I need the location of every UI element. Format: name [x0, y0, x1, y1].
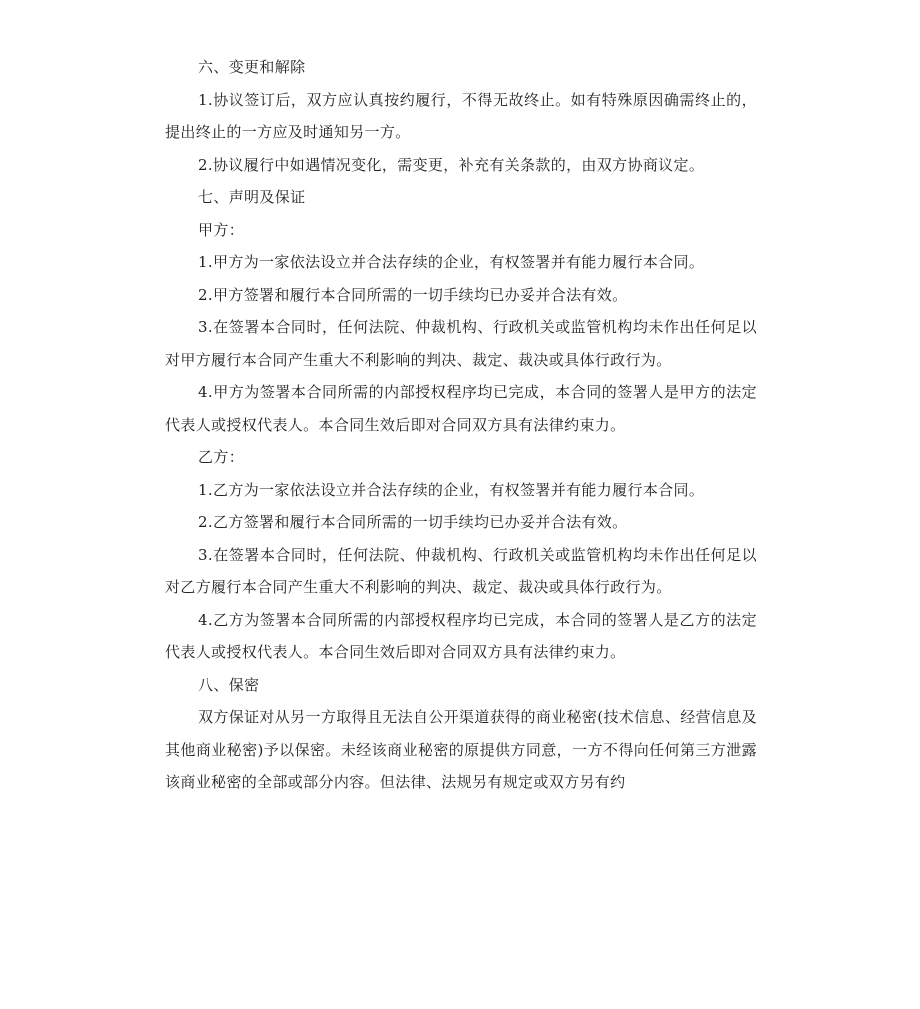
party-a-clause-4: 4.甲方为签署本合同所需的内部授权程序均已完成，本合同的签署人是甲方的法定代表人或授权代表人。本合同生效后即对合同双方具有法律约束力。	[165, 383, 757, 434]
party-b-clause-1: 1.乙方为一家依法设立并合法存续的企业，有权签署并有能力履行本合同。	[198, 480, 705, 499]
party-b-clause-4: 4.乙方为签署本合同所需的内部授权程序均已完成，本合同的签署人是乙方的法定代表人或授权代表人。本合同生效后即对合同双方具有法律约束力。	[165, 610, 757, 661]
document-body	[165, 51, 757, 799]
section-heading-change-termination: 六、变更和解除	[198, 58, 306, 76]
clause-6-2: 2.协议履行中如遇情况变化，需变更，补充有关条款的，由双方协商议定。	[198, 155, 705, 174]
party-b-clause-3: 3.在签署本合同时，任何法院、仲裁机构、行政机关或监管机构均未作出任何足以对乙方履行本合同产生重大不利影响的判决、裁定、裁决或具体行政行为。	[165, 545, 757, 596]
party-b-clause-2: 2.乙方签署和履行本合同所需的一切手续均已办妥并合法有效。	[198, 513, 628, 531]
section-heading-representations-warranties: 七、声明及保证	[198, 188, 306, 206]
section-heading-confidentiality: 八、保密	[198, 675, 260, 694]
party-a-clause-1: 1.甲方为一家依法设立并合法存续的企业，有权签署并有能力履行本合同。	[198, 253, 705, 271]
clause-6-1: 1.协议签订后，双方应认真按约履行，不得无故终止。如有特殊原因确需终止的，提出终止的一方应及时通知另一方。	[165, 90, 757, 141]
party-a-clause-2: 2.甲方签署和履行本合同所需的一切手续均已办妥并合法有效。	[198, 285, 628, 304]
party-b-label: 乙方：	[198, 448, 245, 466]
party-a-label: 甲方：	[198, 220, 245, 239]
confidentiality-clause: 双方保证对从另一方取得且无法自公开渠道获得的商业秘密(技术信息、经营信息及其他商业秘密)予以保密。未经该商业秘密的原提供方同意，一方不得向任何第三方泄露该商业秘密的全部或部分内容。但法律、法规另有规定或双方另有约	[165, 708, 757, 791]
party-a-clause-3: 3.在签署本合同时，任何法院、仲裁机构、行政机关或监管机构均未作出任何足以对甲方履行本合同产生重大不利影响的判决、裁定、裁决或具体行政行为。	[165, 318, 757, 369]
